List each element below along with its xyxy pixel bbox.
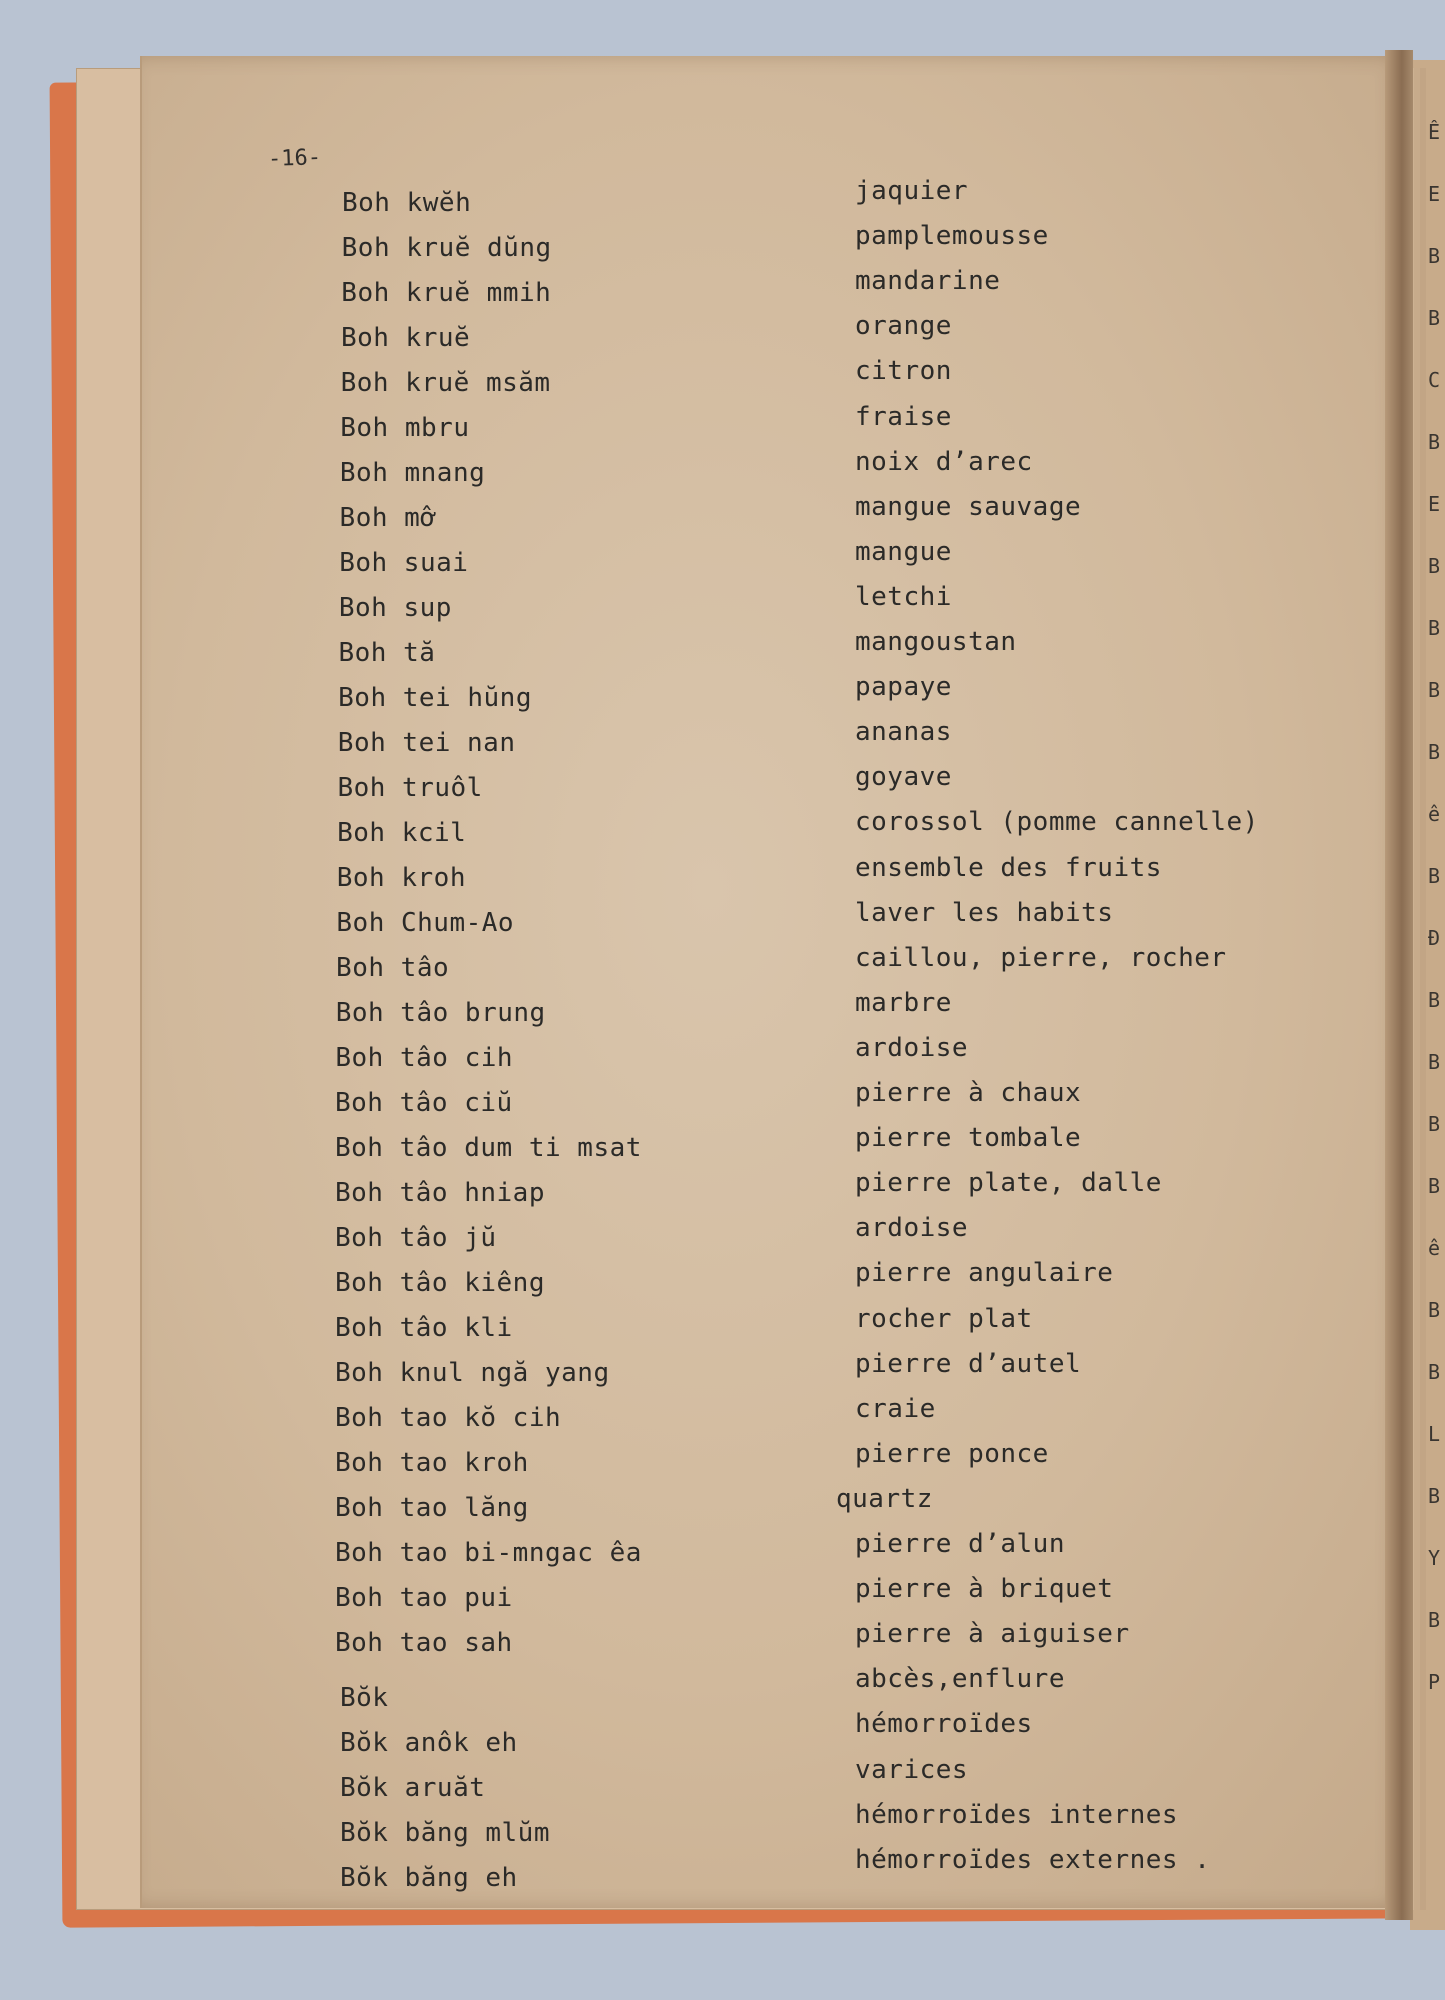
entry-gloss: pierre angulaire (855, 1258, 1114, 1289)
entry-term: Boh kruĕ msăm (340, 368, 551, 398)
edge-letter: Ê (1428, 120, 1441, 144)
edge-letter: B (1428, 1174, 1441, 1198)
entry-term: Bŏk băng mlŭm (340, 1818, 550, 1848)
entry-gloss: jaquier (855, 176, 969, 206)
entry-gloss: pierre à briquet (855, 1574, 1114, 1605)
entry-term: Boh tâo kiêng (335, 1268, 545, 1298)
entry-gloss: hémorroïdes externes . (855, 1844, 1211, 1875)
entry-gloss: fraise (855, 401, 952, 432)
entry-gloss: ananas (855, 717, 952, 748)
entry-term: Boh tâo jŭ (335, 1223, 497, 1253)
entry-gloss: caillou, pierre, rocher (855, 942, 1227, 973)
entry-term: Boh tâo (336, 953, 450, 983)
entry-gloss: varices (855, 1754, 969, 1785)
entry-term: Boh tao kŏ cih (335, 1403, 562, 1433)
edge-letter: B (1428, 1050, 1441, 1074)
entry-gloss: pierre d’autel (855, 1348, 1082, 1379)
entry-gloss: hémorroïdes (855, 1709, 1033, 1740)
edge-letter: B (1428, 554, 1441, 578)
edge-letter: B (1428, 244, 1441, 268)
edge-letter: B (1428, 306, 1441, 330)
edge-letter: P (1428, 1670, 1441, 1694)
entry-gloss: corossol (pomme cannelle) (855, 807, 1259, 838)
entry-term: Bŏk băng eh (340, 1863, 518, 1893)
entry-gloss: letchi (855, 581, 952, 612)
entry-gloss: pierre ponce (855, 1438, 1049, 1469)
entry-gloss: mangue (855, 536, 952, 567)
entry-term: Boh kruĕ mmih (341, 278, 552, 308)
entry-term: Boh kwĕh (342, 188, 472, 218)
edge-letter: B (1428, 1298, 1441, 1322)
entry-term: Boh tâo dum ti msat (335, 1133, 642, 1163)
edge-letter: B (1428, 616, 1441, 640)
entry-term: Boh tâo kli (335, 1313, 513, 1343)
entry-gloss: abcès,enflure (855, 1664, 1065, 1695)
entry-gloss: craie (855, 1393, 936, 1424)
entry-term: Boh tă (338, 638, 436, 668)
entry-term: Boh kroh (336, 863, 466, 893)
entry-term: Boh truôl (337, 773, 483, 803)
entry-gloss: pierre à aiguiser (855, 1619, 1130, 1650)
edge-letter: B (1428, 740, 1441, 764)
edge-letter: E (1428, 182, 1441, 206)
entry-gloss: goyave (855, 762, 952, 793)
entry-gloss: papaye (855, 672, 952, 703)
entry-term: Boh suai (339, 548, 469, 578)
edge-letter: B (1428, 678, 1441, 702)
entry-gloss: marbre (855, 987, 952, 1018)
edge-letter: B (1428, 864, 1441, 888)
entry-gloss: ardoise (855, 1213, 969, 1244)
entry-term: Boh tei nan (337, 728, 516, 758)
page-number: -16- (267, 145, 322, 172)
entry-gloss: pierre plate, dalle (855, 1168, 1162, 1199)
edge-letter: Đ (1428, 926, 1441, 950)
edge-letter: B (1428, 1112, 1441, 1136)
entry-term: Boh sup (338, 593, 452, 623)
edge-letter: E (1428, 492, 1441, 516)
edge-letter: L (1428, 1422, 1441, 1446)
entry-gloss: ensemble des fruits (855, 852, 1162, 883)
entry-gloss: mangue sauvage (855, 491, 1082, 522)
entry-term: Boh knul ngă yang (335, 1358, 610, 1388)
entry-term: Boh tao pui (335, 1583, 513, 1613)
edge-letter: B (1428, 1360, 1441, 1384)
entry-term: Boh Chum-Ao (336, 908, 515, 938)
entry-gloss: quartz (836, 1483, 933, 1514)
entry-term: Boh kruĕ (340, 323, 471, 353)
entry-term: Boh tao sah (335, 1628, 513, 1658)
edge-letter: ê (1428, 1236, 1441, 1260)
entry-term: Boh tao bi-mngac êa (335, 1538, 642, 1568)
edge-letter: B (1428, 1608, 1441, 1632)
edge-letter: C (1428, 368, 1441, 392)
entry-term: Bŏk (340, 1683, 389, 1713)
entry-term: Bŏk aruăt (340, 1773, 486, 1803)
entry-gloss: rocher plat (855, 1303, 1033, 1334)
edge-letter: B (1428, 430, 1441, 454)
entry-term: Boh mơ̂ (339, 503, 437, 533)
entry-gloss: pierre d’alun (855, 1529, 1065, 1559)
entry-term: Boh tâo ciŭ (335, 1088, 513, 1118)
entry-gloss: noix d’arec (855, 446, 1033, 477)
entry-term: Boh tâo brung (335, 998, 546, 1028)
entry-term: Boh mnang (339, 458, 486, 488)
entry-gloss: laver les habits (855, 897, 1114, 928)
entry-term: Bŏk anôk eh (340, 1728, 518, 1758)
entry-term: Boh tâo cih (335, 1043, 514, 1073)
entry-term: Boh kruĕ dŭng (341, 233, 552, 263)
edge-letter: Y (1428, 1546, 1441, 1570)
entry-gloss: ardoise (855, 1032, 969, 1063)
entry-term: Boh tao kroh (335, 1448, 529, 1478)
entry-term: Boh mbru (340, 413, 470, 443)
entry-term: Boh tâo hniap (335, 1178, 545, 1208)
entry-gloss: pierre tombale (855, 1123, 1082, 1154)
edge-letter: ê (1428, 802, 1441, 826)
entry-gloss: mandarine (855, 266, 1001, 297)
edge-letter: B (1428, 1484, 1441, 1508)
entry-gloss: citron (855, 356, 952, 387)
entry-gloss: mangoustan (855, 627, 1017, 657)
entry-term: Boh kcil (337, 818, 467, 848)
entry-term: Boh tei hŭng (338, 683, 532, 713)
entry-gloss: hémorroïdes internes (855, 1799, 1179, 1830)
edge-letter: B (1428, 988, 1441, 1012)
entry-term: Boh tao lăng (335, 1493, 529, 1523)
entry-gloss: orange (855, 311, 952, 342)
entry-gloss: pierre à chaux (855, 1078, 1082, 1108)
entry-gloss: pamplemousse (855, 221, 1049, 252)
